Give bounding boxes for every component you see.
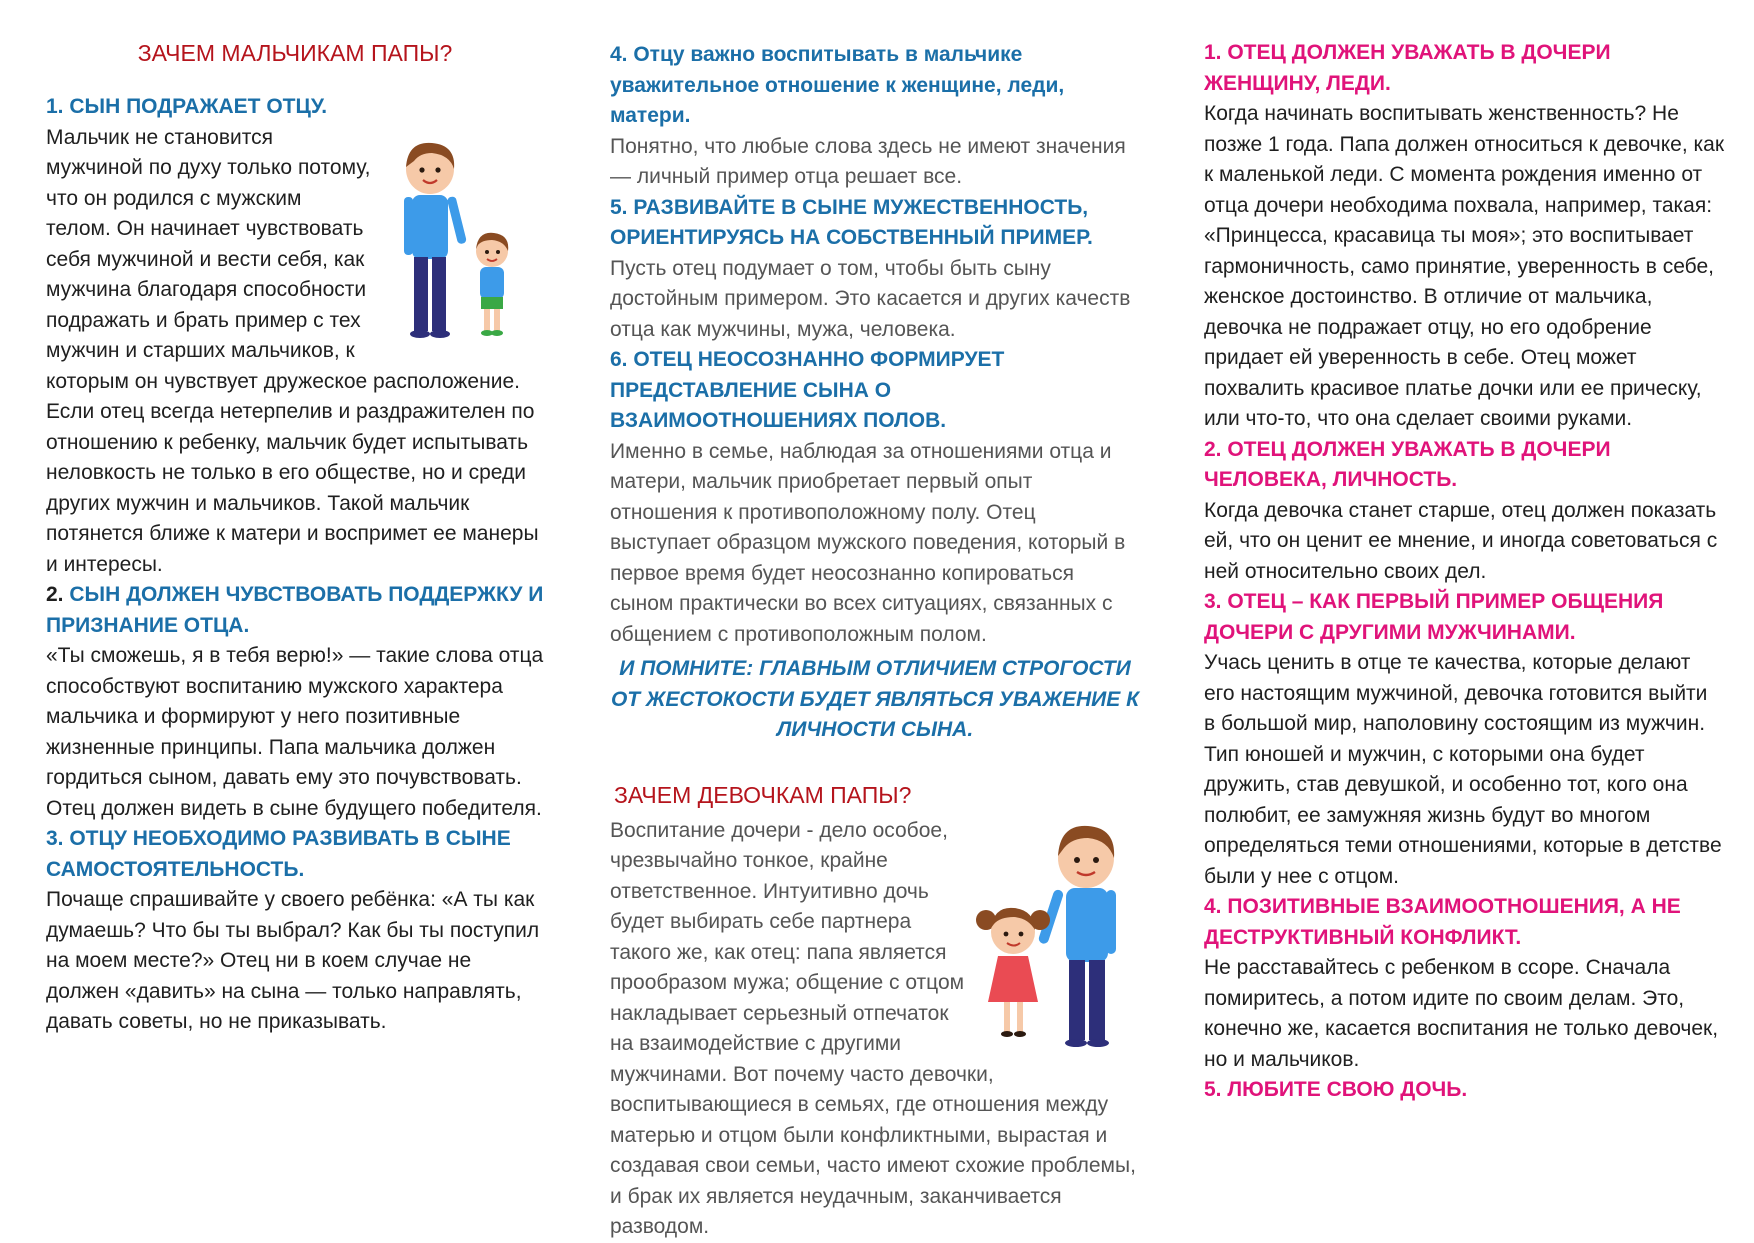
girls-point-4-text: Не расставайтесь с ребенком в ссоре. Сначала помиритесь, а потом идите по своим делам. Это, конечно же, касается воспитания не только девочек, но и мальчиков.	[1204, 956, 1719, 1071]
boys-point-5-text: Пусть отец подумает о том, чтобы быть сыну достойным примером. Это касается и других качеств отца как мужчины, мужа, человека.	[610, 256, 1131, 341]
boys-point-2-heading	[46, 580, 544, 641]
column-girls	[1204, 38, 1724, 1218]
girls-intro-text: Воспитание дочери - дело особое, чрезвычайно тонкое, крайне ответственное. Интуитивно дочь будет выбирать себе партнера такого же, как отец: папа является прообразом мужа; общение с отцом накладывает серьезный отпечаток на взаимодействие с другими мужчинами. Вот почему часто девочки, воспитывающиеся в семьях, где отношения между матерью и отцом были конфликтными, вырастая и создавая свои семьи, часто имеют схожие проблемы, и брак их является неудачным, заканчивается разводом.	[610, 818, 1136, 1238]
daughter-figure	[976, 907, 1050, 1036]
remember-callout: И ПОМНИТЕ: ГЛАВНЫМ ОТЛИЧИЕМ СТРОГОСТИ ОТ ЖЕСТОКОСТИ БУДЕТ ЯВЛЯТЬСЯ УВАЖЕНИЕ К ЛИЧНОСТИ СЫНА.	[610, 657, 1140, 741]
girls-point-4-heading: 4. ПОЗИТИВНЫЕ ВЗАИМООТНОШЕНИЯ, А НЕ ДЕСТРУКТИВНЫЙ КОНФЛИКТ.	[1204, 895, 1681, 949]
boys-point-6-heading: 6. ОТЕЦ НЕОСОЗНАННО ФОРМИРУЕТ ПРЕДСТАВЛЕНИЕ СЫНА О ВЗАИМООТНОШЕНИЯХ ПОЛОВ.	[610, 348, 1005, 432]
boys-point-1-text-b: Если отец всегда нетерпелив и раздражителен по отношению к ребенку, мальчик будет испытывать неловкость не только в его обществе, но и среди других мужчин и мальчиков. Такой мальчик потянется ближе к матери и воспримет ее манеры и интересы.	[46, 400, 539, 576]
girls-point-2-text: Когда девочка станет старше, отец должен показать ей, что он ценит ее мнение, и иногда советоваться с ней относительно своих дел.	[1204, 498, 1718, 583]
son-figure	[476, 232, 508, 335]
girls-point-3-text: Учась ценить в отце те качества, которые делают его настоящим мужчиной, девочка готовится выйти в большой мир, наполовину состоящим из мужчин. Тип юношей и мужчин, с которыми она будет дружить, став девушкой, и особенно тот, кого она полюбит, ее замужняя жизнь будут во многом определяться теми отношениями, которые в детстве были у нее с отцом.	[1204, 651, 1722, 888]
boys-point-3-text: Почаще спрашивайте у своего ребёнка: «А ты как думаешь? Что бы ты выбрал? Как бы ты поступил на моем месте?» Отец ни в коем случае не должен «давить» на сына — только направлять, давать советы, но не приказывать.	[46, 888, 540, 1033]
boys-point-4-heading: 4. Отцу важно воспитывать в мальчике уважительное отношение к женщине, леди, матери.	[610, 43, 1065, 127]
father-and-son-illustration	[380, 139, 530, 341]
girls-point-5-heading: 5. ЛЮБИТЕ СВОЮ ДОЧЬ.	[1204, 1078, 1468, 1101]
boys-point-2-number: 2.	[46, 583, 64, 606]
boys-point-4-text: Понятно, что любые слова здесь не имеют значения — личный пример отца решает все.	[610, 134, 1126, 188]
girls-point-2-heading: 2. ОТЕЦ ДОЛЖЕН УВАЖАТЬ В ДОЧЕРИ ЧЕЛОВЕКА, ЛИЧНОСТЬ.	[1204, 437, 1611, 491]
boys-section-title: ЗАЧЕМ МАЛЬЧИКАМ ПАПЫ?	[137, 40, 453, 66]
boys-point-2-heading-text: СЫН ДОЛЖЕН ЧУВСТВОВАТЬ ПОДДЕРЖКУ И ПРИЗНАНИЕ ОТЦА.	[46, 583, 544, 637]
boys-point-2-text: «Ты сможешь, я в тебя верю!» — такие слова отца способствуют воспитанию мужского характера мальчика и формируют у него позитивные жизненные принципы. Папа мальчика должен гордиться сыном, давать ему это почувствовать. Отец должен видеть в сыне будущего победителя.	[46, 644, 544, 820]
girls-section-title: ЗАЧЕМ ДЕВОЧКАМ ПАПЫ?	[614, 781, 912, 808]
column-boys	[46, 36, 544, 1216]
boys-point-5-heading: 5. РАЗВИВАЙТЕ В СЫНЕ МУЖЕСТВЕННОСТЬ, ОРИЕНТИРУЯСЬ НА СОБСТВЕННЫЙ ПРИМЕР.	[610, 195, 1093, 249]
boys-point-1-text-a: Мальчик не становится мужчиной по духу только потому, что он родился с мужским телом. Он начинает чувствовать себя мужчиной и вести себя, как мужчина благодаря способности подражать и брать пример с тех мужчин и старших мальчиков, к которым он чувствует дружеское расположение.	[46, 125, 520, 393]
father-figure	[1038, 825, 1116, 1046]
father-figure	[404, 142, 467, 337]
father-and-daughter-illustration	[974, 820, 1140, 1050]
boys-point-1-heading: 1. СЫН ПОДРАЖАЕТ ОТЦУ.	[46, 95, 328, 118]
boys-point-3-heading: 3. ОТЦУ НЕОБХОДИМО РАЗВИВАТЬ В СЫНЕ САМОСТОЯТЕЛЬНОСТЬ.	[46, 827, 511, 881]
boys-point-6-text: Именно в семье, наблюдая за отношениями отца и матери, мальчик приобретает первый опыт отношения к противоположному полу. Отец выступает образцом мужского поведения, который в первое время будет неосознанно копироваться сыном практически во всех ситуациях, связанных с общением с противоположным полом.	[610, 439, 1126, 646]
girls-point-1-text: Когда начинать воспитывать женственность? Не позже 1 года. Папа должен относиться к девочке, как к маленькой леди. С момента рождения именно от отца дочери необходима похвала, например, такая: «Принцесса, красавица ты моя»; это воспитывает гармоничность, само принятие, уверенность в себе, женское достоинство. В отличие от мальчика, девочка не подражает отцу, но его одобрение придает ей уверенность в себе. Отец может похвалить красивое платье дочки или ее прическу, или что-то, что она сделает своими руками.	[1204, 102, 1725, 430]
girls-point-3-heading: 3. ОТЕЦ – КАК ПЕРВЫЙ ПРИМЕР ОБЩЕНИЯ ДОЧЕРИ С ДРУГИМИ МУЖЧИНАМИ.	[1204, 590, 1664, 644]
girls-point-1-heading: 1. ОТЕЦ ДОЛЖЕН УВАЖАТЬ В ДОЧЕРИ ЖЕНЩИНУ, ЛЕДИ.	[1204, 41, 1611, 95]
column-boys-continued	[610, 40, 1140, 1238]
